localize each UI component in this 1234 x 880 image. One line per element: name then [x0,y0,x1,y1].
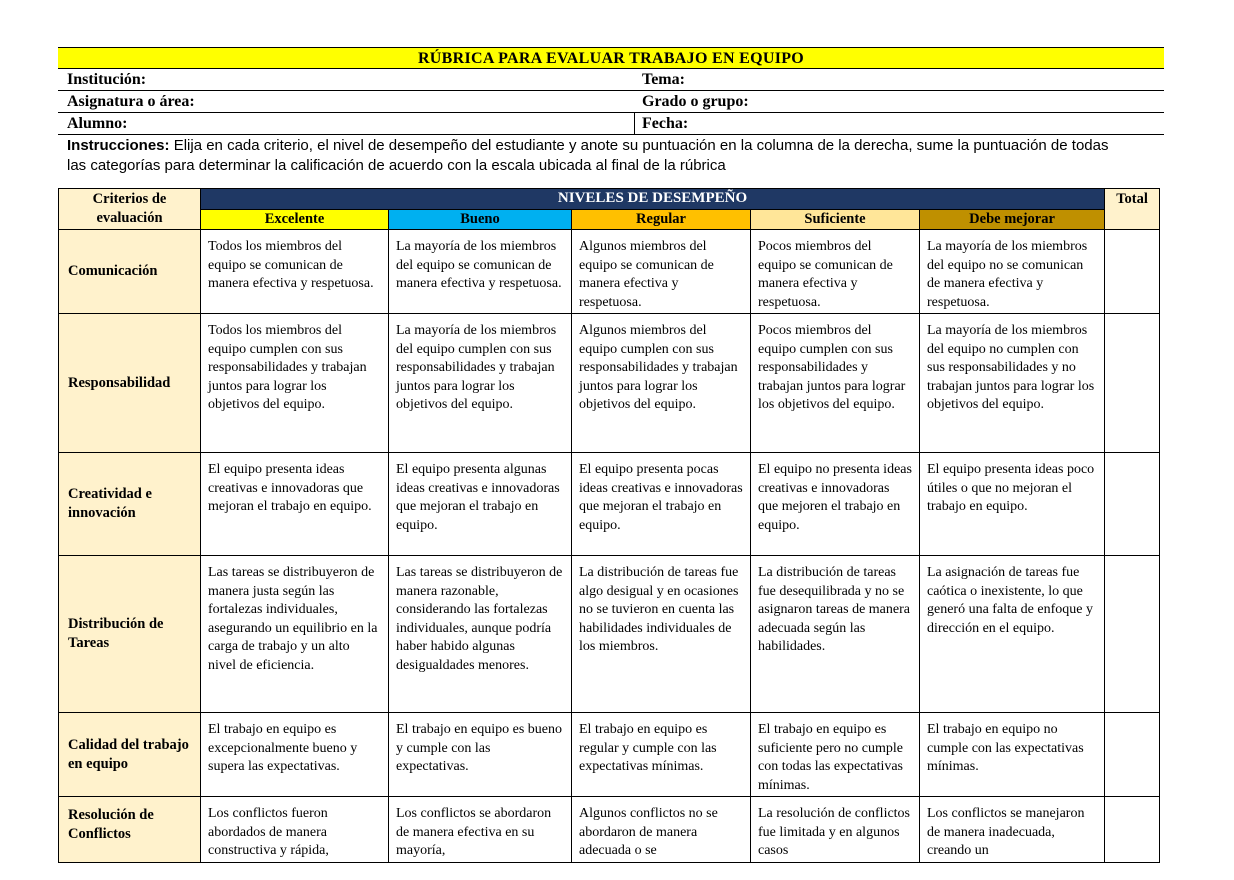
descriptor-cell: El equipo presenta ideas poco útiles o que no mejoran el trabajo en equipo. [920,453,1105,556]
instructions-label: Instrucciones: [67,137,170,154]
grado-label: Grado o grupo: [642,93,749,110]
criterion-cell: Responsabilidad [59,314,201,453]
descriptor-cell: Las tareas se distribuyeron de manera justa según las fortalezas individuales, asegurando un equilibrio en la carga de trabajo y un alto nivel de eficiencia. [201,556,389,713]
alumno-label: Alumno: [67,115,128,132]
table-row [59,713,1160,797]
descriptor-cell: El trabajo en equipo es excepcionalmente bueno y supera las expectativas. [201,713,389,797]
criterion-cell: Distribución de Tareas [59,556,201,713]
fecha-label: Fecha: [642,115,689,132]
level-excelente: Excelente [201,210,389,230]
rubric-title: RÚBRICA PARA EVALUAR TRABAJO EN EQUIPO [58,47,1164,69]
total-score-cell[interactable] [1105,713,1160,797]
descriptor-cell: Los conflictos se manejaron de manera inadecuada, creando un [920,797,1105,863]
descriptor-cell: Todos los miembros del equipo se comunican de manera efectiva y respetuosa. [201,230,389,314]
tema-label: Tema: [642,71,685,88]
descriptor-cell: La asignación de tareas fue caótica o inexistente, lo que generó una falta de enfoque y dirección en el equipo. [920,556,1105,713]
descriptor-cell: El equipo presenta ideas creativas e innovadoras que mejoran el trabajo en equipo. [201,453,389,556]
descriptor-cell: La mayoría de los miembros del equipo no se comunican de manera efectiva y respetuosa. [920,230,1105,314]
level-bueno: Bueno [389,210,572,230]
descriptor-cell: La mayoría de los miembros del equipo se comunican de manera efectiva y respetuosa. [389,230,572,314]
rubric-table [58,188,1160,863]
descriptor-cell: El equipo presenta pocas ideas creativas e innovadoras que mejoran el trabajo en equipo. [572,453,751,556]
level-suficiente: Suficiente [751,210,920,230]
criterion-cell: Creatividad e innovación [59,453,201,556]
table-row [59,230,1160,314]
descriptor-cell: El trabajo en equipo no cumple con las expectativas mínimas. [920,713,1105,797]
info-row-alumno [58,113,1164,135]
table-row [59,797,1160,863]
table-row [59,314,1160,453]
descriptor-cell: La resolución de conflictos fue limitada y en algunos casos [751,797,920,863]
descriptor-cell: El equipo no presenta ideas creativas e innovadoras que mejoren el trabajo en equipo. [751,453,920,556]
descriptor-cell: El trabajo en equipo es suficiente pero no cumple con todas las expectativas mínimas. [751,713,920,797]
instructions-text: Elija en cada criterio, el nivel de desempeño del estudiante y anote su puntuación en la columna de la derecha, sume la puntuación de todas las categorías para determinar la calificación de acuerdo con la escala ubicada al final de la rúbrica [67,137,1109,174]
descriptor-cell: La distribución de tareas fue desequilibrada y no se asignaron tareas de manera adecuada según las habilidades. [751,556,920,713]
total-score-cell[interactable] [1105,230,1160,314]
total-header: Total [1105,189,1160,230]
total-score-cell[interactable] [1105,556,1160,713]
info-row-institucion [58,69,1164,91]
table-row [59,453,1160,556]
total-score-cell[interactable] [1105,314,1160,453]
total-score-cell[interactable] [1105,453,1160,556]
instructions [67,136,1127,176]
descriptor-cell: El trabajo en equipo es bueno y cumple con las expectativas. [389,713,572,797]
info-row-asignatura [58,91,1164,113]
descriptor-cell: El equipo presenta algunas ideas creativas e innovadoras que mejoran el trabajo en equipo. [389,453,572,556]
criterion-cell: Resolución de Conflictos [59,797,201,863]
level-regular: Regular [572,210,751,230]
descriptor-cell: Pocos miembros del equipo cumplen con sus responsabilidades y trabajan juntos para lograr los objetivos del equipo. [751,314,920,453]
levels-header: NIVELES DE DESEMPEÑO [201,189,1105,210]
descriptor-cell: Todos los miembros del equipo cumplen con sus responsabilidades y trabajan juntos para lograr los objetivos del equipo. [201,314,389,453]
criterion-cell: Comunicación [59,230,201,314]
info-divider [634,113,635,134]
descriptor-cell: Los conflictos se abordaron de manera efectiva en su mayoría, [389,797,572,863]
descriptor-cell: Algunos miembros del equipo cumplen con sus responsabilidades y trabajan juntos para lograr los objetivos del equipo. [572,314,751,453]
table-row [59,556,1160,713]
level-debe-mejorar: Debe mejorar [920,210,1105,230]
descriptor-cell: La mayoría de los miembros del equipo cumplen con sus responsabilidades y trabajan juntos para lograr los objetivos del equipo. [389,314,572,453]
descriptor-cell: La distribución de tareas fue algo desigual y en ocasiones no se tuvieron en cuenta las habilidades individuales de los miembros. [572,556,751,713]
descriptor-cell: El trabajo en equipo es regular y cumple con las expectativas mínimas. [572,713,751,797]
criteria-header: Criterios de evaluación [59,189,201,230]
descriptor-cell: Algunos miembros del equipo se comunican de manera efectiva y respetuosa. [572,230,751,314]
descriptor-cell: Los conflictos fueron abordados de manera constructiva y rápida, [201,797,389,863]
institucion-label: Institución: [67,71,147,88]
descriptor-cell: Pocos miembros del equipo se comunican de manera efectiva y respetuosa. [751,230,920,314]
total-score-cell[interactable] [1105,797,1160,863]
criterion-cell: Calidad del trabajo en equipo [59,713,201,797]
asignatura-label: Asignatura o área: [67,93,195,110]
descriptor-cell: Algunos conflictos no se abordaron de manera adecuada o se [572,797,751,863]
descriptor-cell: La mayoría de los miembros del equipo no cumplen con sus responsabilidades y no trabajan juntos para lograr los objetivos del equipo. [920,314,1105,453]
descriptor-cell: Las tareas se distribuyeron de manera razonable, considerando las fortalezas individuales, aunque podría haber habido algunas desigualdades menores. [389,556,572,713]
